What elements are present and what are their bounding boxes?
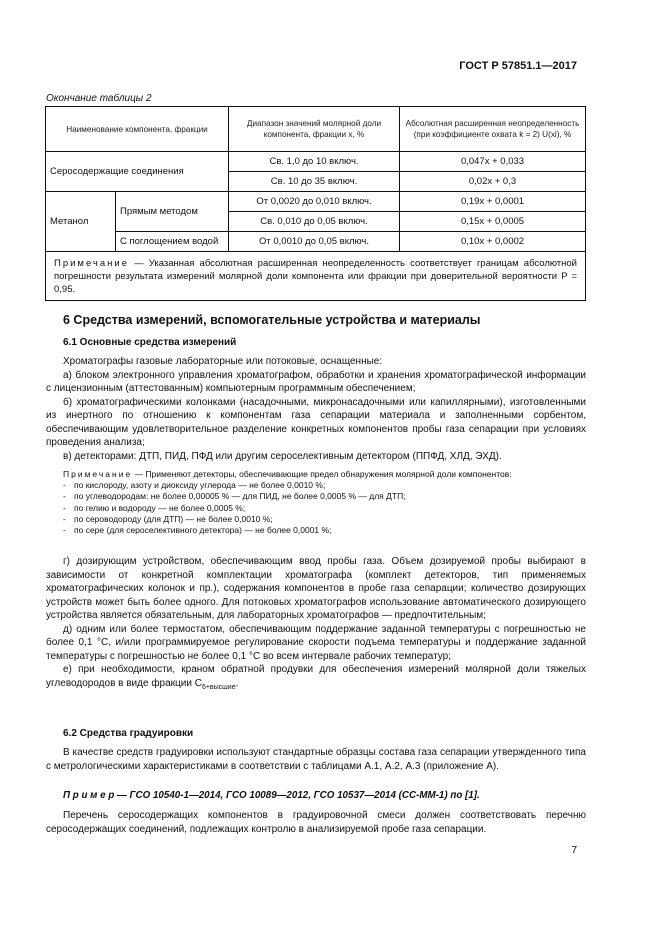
paragraph: В качестве средств градуировки используют стандартные образцы состава газа сепарации утвержденного типа с метрологическими характеристиками в соответствии с таблицами А.1, А.2, А.3 (приложение А). — [46, 747, 586, 772]
paragraph: Хроматографы газовые лабораторные или потоковые, оснащенные: — [63, 356, 383, 367]
section-6-1-title: 6.1 Основные средства измерений — [63, 337, 237, 348]
note-list — [46, 480, 586, 536]
paragraph: д) одним или более термостатом, обеспечивающим поддержание заданной температуры с погрешностью не более 0,1 °С, и/или программируемое регулирование скорости подъема температуры и поддержание заданной температуры с погрешностью не более 0,1 °С во всем интервале рабочих температур; — [46, 623, 586, 662]
paragraph: г) дозирующим устройством, обеспечивающим ввод пробы газа. Объем дозируемой пробы выбирают в зависимости от конкретной комплектации хроматографа (комплект детекторов, тип применяемых хроматографических колонок и пр.), содержания компонентов в пробе газа сепарации; количество дозирующих устройств может быть более одного. Для потоковых хроматографов использование автоматического дозирующего устройства является обязательным, для лабораторных хроматографов — предпочтительным; — [46, 556, 586, 621]
note-text: — Указанная абсолютная расширенная неопределенность соответствует границам абсолютной погрешности результата измерений молярной доли компонента или фракции при доверительной вероятности P = 0,95. — [54, 257, 577, 295]
section-6-title: 6 Средства измерений, вспомогательные устройства и материалы — [63, 313, 481, 327]
uncertainty-cell: 0,19x + 0,0001 — [400, 192, 586, 212]
example-line: П р и м е р — ГСО 10540-1—2014, ГСО 10089—2012, ГСО 10537—2014 (СС-ММ-1) по [1]. — [63, 790, 480, 801]
table-note-row — [46, 252, 586, 301]
range-cell: Св. 10 до 35 включ. — [229, 172, 400, 192]
list-item: - по сере (для сероселективного детектора) — не более 0,0001 %; — [46, 525, 586, 536]
detector-note — [46, 469, 586, 536]
paragraph: е) при необходимости, краном обратной продувки для обеспечения измерений молярной доли тяжелых углеводородов в виде фракции $С_{6+высшие}$. — [46, 664, 586, 691]
header-uncertainty: Абсолютная расширенная неопределенность (при коэффициенте охвата k = 2) U(xi), % — [400, 107, 586, 152]
note-text: — Применяют детекторы, обеспечивающие предел обнаружения молярной доли компонентов: — [132, 469, 512, 479]
paragraph: а) блоком электронного управления хроматографом, обработки и хранения хроматографической информации с лицензионным (аттестованным) компьютерным программным обеспечением; — [46, 369, 586, 394]
section-6-2-body-continued — [46, 809, 586, 836]
uncertainty-cell: 0,15x + 0,0005 — [400, 212, 586, 232]
table-row — [46, 232, 586, 252]
note-paragraph — [46, 469, 586, 480]
paragraph: в) детекторами: ДТП, ПИД, ПФД или другим сероселективным детектором (ППФД, ХЛД, ЭХД). — [63, 450, 502, 462]
uncertainty-cell: 0,10x + 0,0002 — [400, 232, 586, 252]
uncertainty-cell: 0,02x + 0,3 — [400, 172, 586, 192]
section-6-2-title: 6.2 Средства градуировки — [63, 728, 194, 739]
method-water: С поглощением водой — [116, 232, 229, 252]
range-cell: Св. 0,010 до 0,05 включ. — [229, 212, 400, 232]
header-component: Наименование компонента, фракции — [46, 107, 229, 152]
table-header-row — [46, 107, 586, 152]
method-direct: Прямым методом — [116, 192, 229, 232]
uncertainty-cell: 0,047x + 0,033 — [400, 152, 586, 172]
group-methanol: Метанол — [46, 192, 116, 252]
header-range: Диапазон значений молярной доли компонента, фракции x, % — [229, 107, 400, 152]
table-caption: Окончание таблицы 2 — [46, 93, 152, 104]
list-item: - по сероводороду (для ДТП) — не более 0,0010 %; — [46, 514, 586, 525]
note-label: Примечание — [63, 469, 133, 479]
list-item: - по кислороду, азоту и диоксиду углерода — не более 0,0010 %; — [46, 480, 586, 491]
section-6-1-body-continued — [46, 555, 586, 694]
list-item: - по углеводородам: не более 0,00005 % — для ПИД, не более 0,0005 % — для ДТП; — [46, 491, 586, 502]
range-cell: От 0,0010 до 0,05 включ. — [229, 232, 400, 252]
page-number: 7 — [571, 845, 577, 856]
table-note — [46, 252, 586, 301]
range-cell: От 0,0020 до 0,010 включ. — [229, 192, 400, 212]
paragraph: б) хроматографическими колонками (насадочными, микронасадочными или капиллярными), изготовленными из инертного по отношению к компонентам газа сепарации материала и заполненными сорбентом, обеспечивающим удовлетворительное разделение конкретных компонентов пробы газа сепарации при условиях проведения анализа; — [46, 396, 586, 448]
document-header: ГОСТ Р 57851.1—2017 — [459, 60, 577, 72]
group-sulfur: Серосодержащие соединения — [46, 152, 229, 192]
table-row — [46, 192, 586, 212]
table-2 — [45, 106, 586, 301]
section-6-1-body — [46, 355, 586, 463]
list-item: - по гелию и водороду — не более 0,0005 %; — [46, 503, 586, 514]
fraction-subscript: 6+высшие — [201, 683, 236, 691]
note-label: Примечание — [54, 257, 129, 269]
section-6-2-body — [46, 746, 586, 773]
range-cell: Св. 1,0 до 10 включ. — [229, 152, 400, 172]
table-row — [46, 152, 586, 172]
paragraph: Перечень серосодержащих компонентов в градуировочной смеси должен соответствовать перечню серосодержащих соединений, подлежащих контролю в анализируемой пробе газа сепарации. — [46, 810, 586, 835]
